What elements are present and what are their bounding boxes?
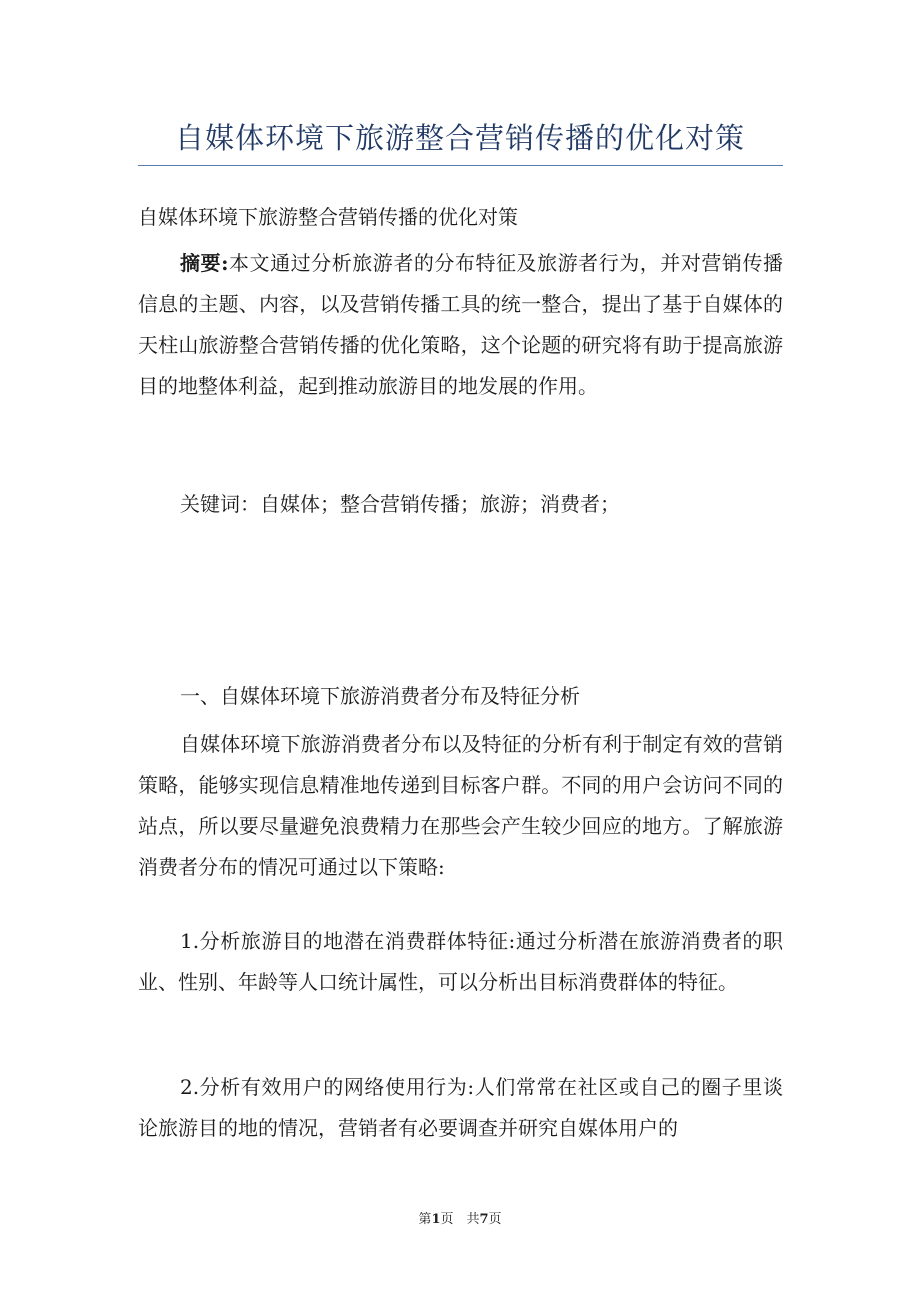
document-title: 自媒体环境下旅游整合营销传播的优化对策 [174,121,745,155]
subtitle: 自媒体环境下旅游整合营销传播的优化对策 [138,205,518,229]
section-paragraph: 自媒体环境下旅游消费者分布以及特征的分析有利于制定有效的营销策略，能够实现信息精准地传递到目标客户群。不同的用户会访问不同的站点，所以要尽量避免浪费精力在那些会产生较少回应的地方。了解旅游消费者分布的情况可通过以下策略: [138,732,783,879]
page-footer [0,1208,920,1227]
list-item-1: 1.分析旅游目的地潜在消费群体特征:通过分析潜在旅游消费者的职业、性别、年龄等人口统计属性，可以分析出目标消费群体的特征。 [138,929,783,994]
abstract-paragraph [138,243,783,407]
list-item-2: 2.分析有效用户的网络使用行为:人们常常在社区或自己的圈子里谈论旅游目的地的情况，营销者有必要调查并研究自媒体用户的 [138,1075,783,1140]
title-underline [138,165,783,166]
footer-prefix: 第 [418,1212,432,1227]
keywords: 关键词：自媒体；整合营销传播；旅游；消费者； [180,492,620,516]
section-heading: 一、自媒体环境下旅游消费者分布及特征分析 [180,684,580,708]
footer-page-total: 7 [479,1212,489,1227]
abstract-label: 摘要: [180,251,229,275]
footer-mid: 页 共 [440,1212,480,1227]
abstract-text: 本文通过分析旅游者的分布特征及旅游者行为，并对营销传播信息的主题、内容，以及营销传播工具的统一整合，提出了基于自媒体的天柱山旅游整合营销传播的优化策略，这个论题的研究将有助于提高旅游目的地整体利益，起到推动旅游目的地发展的作用。 [138,251,784,398]
footer-page-current: 1 [431,1212,441,1227]
footer-suffix: 页 [488,1212,502,1227]
